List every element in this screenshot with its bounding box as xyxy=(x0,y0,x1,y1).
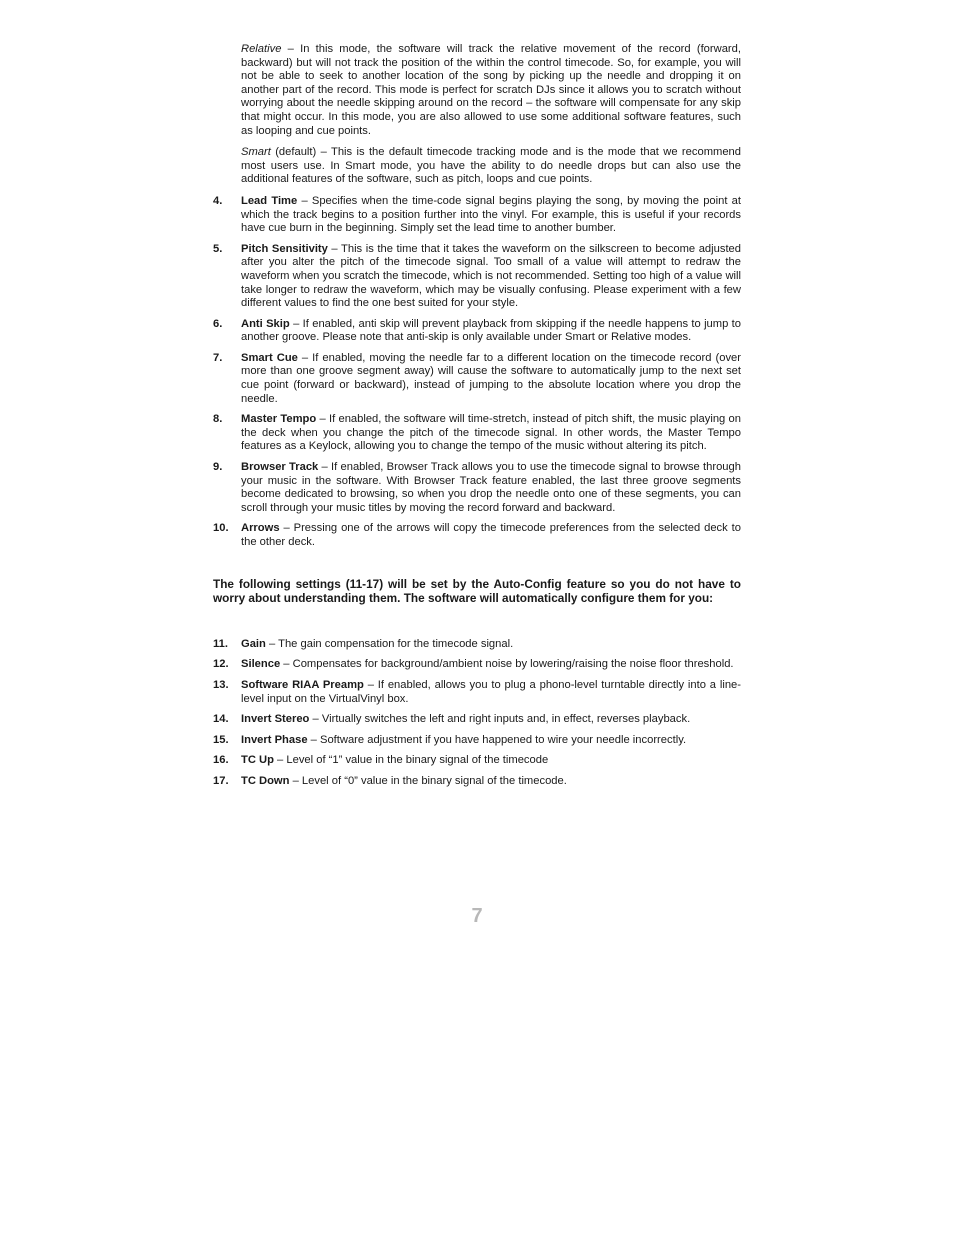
item-term: Silence xyxy=(241,658,281,671)
item-term: Smart Cue xyxy=(241,351,298,364)
settings-list-b xyxy=(213,638,741,789)
list-item xyxy=(213,243,741,311)
item-term: TC Up xyxy=(241,754,274,767)
list-item xyxy=(213,638,741,652)
item-description: – Software adjustment if you have happened to wire your needle incorrectly. xyxy=(307,733,687,746)
item-term: TC Down xyxy=(241,774,290,787)
list-item xyxy=(213,461,741,515)
item-number: 12. xyxy=(213,658,229,671)
item-term: Arrows xyxy=(241,522,280,535)
item-number: 7. xyxy=(213,351,223,364)
list-item xyxy=(213,734,741,748)
item-number: 9. xyxy=(213,461,223,474)
list-item xyxy=(213,658,741,672)
item-number: 14. xyxy=(213,713,229,726)
item-number: 5. xyxy=(213,242,223,255)
item-description: – The gain compensation for the timecode signal. xyxy=(265,637,514,650)
item-number: 16. xyxy=(213,754,229,767)
mode-smart-paragraph xyxy=(241,146,741,187)
auto-config-notice: The following settings (11-17) will be set by the Auto-Config feature so you do not have to worry about understanding them. The software will automatically configure them for you: xyxy=(213,576,741,606)
item-description: – Level of “0” value in the binary signal of the timecode. xyxy=(289,774,567,787)
item-description: – Compensates for background/ambient noise by lowering/raising the noise floor threshold. xyxy=(280,658,734,671)
item-term: Gain xyxy=(241,637,266,650)
item-term: Invert Stereo xyxy=(241,713,310,726)
item-description: – If enabled, anti skip will prevent playback from skipping if the needle happens to jump to another groove. Please note that anti-skip is only available under Smart or Relative modes. xyxy=(241,317,742,344)
item-term: Anti Skip xyxy=(241,317,290,330)
list-item xyxy=(213,318,741,345)
mode-term: Relative xyxy=(241,43,282,55)
list-item xyxy=(213,352,741,406)
list-item xyxy=(213,413,741,454)
item-description: – If enabled, allows you to plug a phono-level turntable directly into a line-level input on the VirtualVinyl box. xyxy=(241,678,741,705)
item-number: 15. xyxy=(213,733,229,746)
item-description: – If enabled, the software will time-stretch, instead of pitch shift, the music playing on the deck when you change the pitch of the timecode signal. In other words, the Master Tempo features as a Keylock, allowing you to change the tempo of the music without altering its pitch. xyxy=(241,413,741,453)
item-term: Browser Track xyxy=(241,461,319,474)
item-description: – Virtually switches the left and right inputs and, in effect, reverses playback. xyxy=(309,713,691,726)
item-number: 4. xyxy=(213,194,223,207)
item-number: 8. xyxy=(213,413,223,426)
item-description: – This is the time that it takes the waveform on the silkscreen to become adjusted after you alter the pitch of the timecode signal. Too small of a value will attempt to redraw the waveform when you scratch the timecode, which is not recommended. Setting too high of a value will take longer to redraw the waveform, which may be visually confusing. Please experiment with a few different values to find the one best suited for your style. xyxy=(241,242,741,310)
item-number: 10. xyxy=(213,522,229,535)
mode-relative-paragraph xyxy=(241,43,741,138)
mode-description: – In this mode, the software will track the relative movement of the record (forward, backward) but will not track the position of the within the control timecode. So, for example, you will not be able to seek to another location of the song by picking up the needle and dropping it on another part of the record. This mode is perfect for scratch DJs since it allows you to scratch without worrying about the needle skipping around on the record – the software will compensate for any skip that might occur. In this mode, you are also allowed to use some additional software features, such as looping and cue points. xyxy=(241,43,741,137)
list-item xyxy=(213,195,741,236)
item-number: 17. xyxy=(213,774,229,787)
item-description: – Level of “1” value in the binary signal of the timecode xyxy=(273,754,549,767)
page-number: 7 xyxy=(471,905,483,927)
manual-text-column xyxy=(213,43,741,796)
mode-term: Smart xyxy=(241,146,271,159)
item-number: 13. xyxy=(213,678,229,691)
item-term: Pitch Sensitivity xyxy=(241,242,328,255)
item-number: 11. xyxy=(213,637,228,650)
item-description: – If enabled, moving the needle far to a different location on the timecode record (over more than one groove segment away) will cause the software to automatically jump to the next set cue point (forward or backward), instead of jumping to the absolute location where you drop the needle. xyxy=(241,351,741,405)
item-description: – Specifies when the time-code signal begins playing the song, by moving the point at which the track begins to a position further into the vinyl. For example, this is useful if your records have cue burn in the beginning. Simply set the lead time to another bumber. xyxy=(241,194,741,235)
item-description: – Pressing one of the arrows will copy the timecode preferences from the selected deck to the other deck. xyxy=(241,522,741,548)
list-item xyxy=(213,679,741,706)
item-description: – If enabled, Browser Track allows you to use the timecode signal to browse through your music in the software. With Browser Track feature enabled, the last three groove segments become dedicated to browsing, so when you drop the needle onto one of these segments, you can scroll through your music titles by moving the record forward and backward. xyxy=(241,461,741,514)
item-number: 6. xyxy=(213,317,223,330)
list-item xyxy=(213,522,741,549)
item-term: Lead Time xyxy=(241,194,298,207)
settings-list-a xyxy=(213,195,741,550)
item-term: Invert Phase xyxy=(241,733,308,746)
mode-description: (default) – This is the default timecode tracking mode and is the mode that we recommend most users use. In Smart mode, you have the ability to do needle drops but can also use the additional features of the software, such as pitch, loops and cue points. xyxy=(241,146,741,186)
item-term: Master Tempo xyxy=(241,413,317,426)
list-item xyxy=(213,713,741,727)
list-item xyxy=(213,775,741,789)
list-item xyxy=(213,754,741,768)
item-term: Software RIAA Preamp xyxy=(241,678,364,691)
